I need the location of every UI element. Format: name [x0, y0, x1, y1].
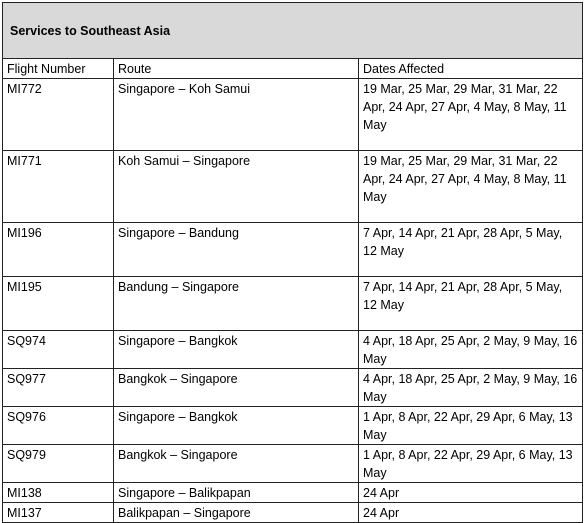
dates-cell: 1 Apr, 8 Apr, 22 Apr, 29 Apr, 6 May, 13 May: [359, 445, 583, 483]
dates-cell: 19 Mar, 25 Mar, 29 Mar, 31 Mar, 22 Apr, 24 Apr, 27 Apr, 4 May, 8 May, 11 May: [359, 151, 583, 223]
route-cell: Balikpapan – Singapore: [114, 503, 359, 523]
table-row: [3, 79, 583, 151]
table-header-row: [3, 59, 583, 79]
header-route: Route: [114, 59, 359, 79]
route-cell: Bangkok – Singapore: [114, 369, 359, 407]
flight-number-cell: SQ979: [3, 445, 114, 483]
flight-number-cell: SQ977: [3, 369, 114, 407]
flight-number-cell: MI772: [3, 79, 114, 151]
route-cell: Singapore – Bangkok: [114, 407, 359, 445]
dates-cell: 1 Apr, 8 Apr, 22 Apr, 29 Apr, 6 May, 13 May: [359, 407, 583, 445]
flights-table: [2, 2, 583, 523]
flight-number-cell: MI196: [3, 223, 114, 277]
table-row: [3, 277, 583, 331]
flight-number-cell: MI137: [3, 503, 114, 523]
route-cell: Singapore – Bangkok: [114, 331, 359, 369]
dates-cell: 4 Apr, 18 Apr, 25 Apr, 2 May, 9 May, 16 May: [359, 369, 583, 407]
header-dates-affected: Dates Affected: [359, 59, 583, 79]
dates-cell: 24 Apr: [359, 483, 583, 503]
table-title: Services to Southeast Asia: [3, 3, 583, 59]
table-row: [3, 503, 583, 523]
flight-number-cell: SQ974: [3, 331, 114, 369]
table-title-row: [3, 3, 583, 59]
flight-number-cell: MI195: [3, 277, 114, 331]
table-row: [3, 331, 583, 369]
table-row: [3, 483, 583, 503]
dates-cell: 7 Apr, 14 Apr, 21 Apr, 28 Apr, 5 May, 12 May: [359, 223, 583, 277]
route-cell: Singapore – Balikpapan: [114, 483, 359, 503]
route-cell: Koh Samui – Singapore: [114, 151, 359, 223]
table-row: [3, 151, 583, 223]
route-cell: Bandung – Singapore: [114, 277, 359, 331]
dates-cell: 19 Mar, 25 Mar, 29 Mar, 31 Mar, 22 Apr, 24 Apr, 27 Apr, 4 May, 8 May, 11 May: [359, 79, 583, 151]
table-row: [3, 369, 583, 407]
dates-cell: 24 Apr: [359, 503, 583, 523]
table-row: [3, 445, 583, 483]
route-cell: Bangkok – Singapore: [114, 445, 359, 483]
header-flight-number: Flight Number: [3, 59, 114, 79]
dates-cell: 4 Apr, 18 Apr, 25 Apr, 2 May, 9 May, 16 May: [359, 331, 583, 369]
flight-number-cell: SQ976: [3, 407, 114, 445]
flight-number-cell: MI138: [3, 483, 114, 503]
route-cell: Singapore – Koh Samui: [114, 79, 359, 151]
flight-number-cell: MI771: [3, 151, 114, 223]
table-row: [3, 223, 583, 277]
route-cell: Singapore – Bandung: [114, 223, 359, 277]
dates-cell: 7 Apr, 14 Apr, 21 Apr, 28 Apr, 5 May, 12 May: [359, 277, 583, 331]
table-row: [3, 407, 583, 445]
